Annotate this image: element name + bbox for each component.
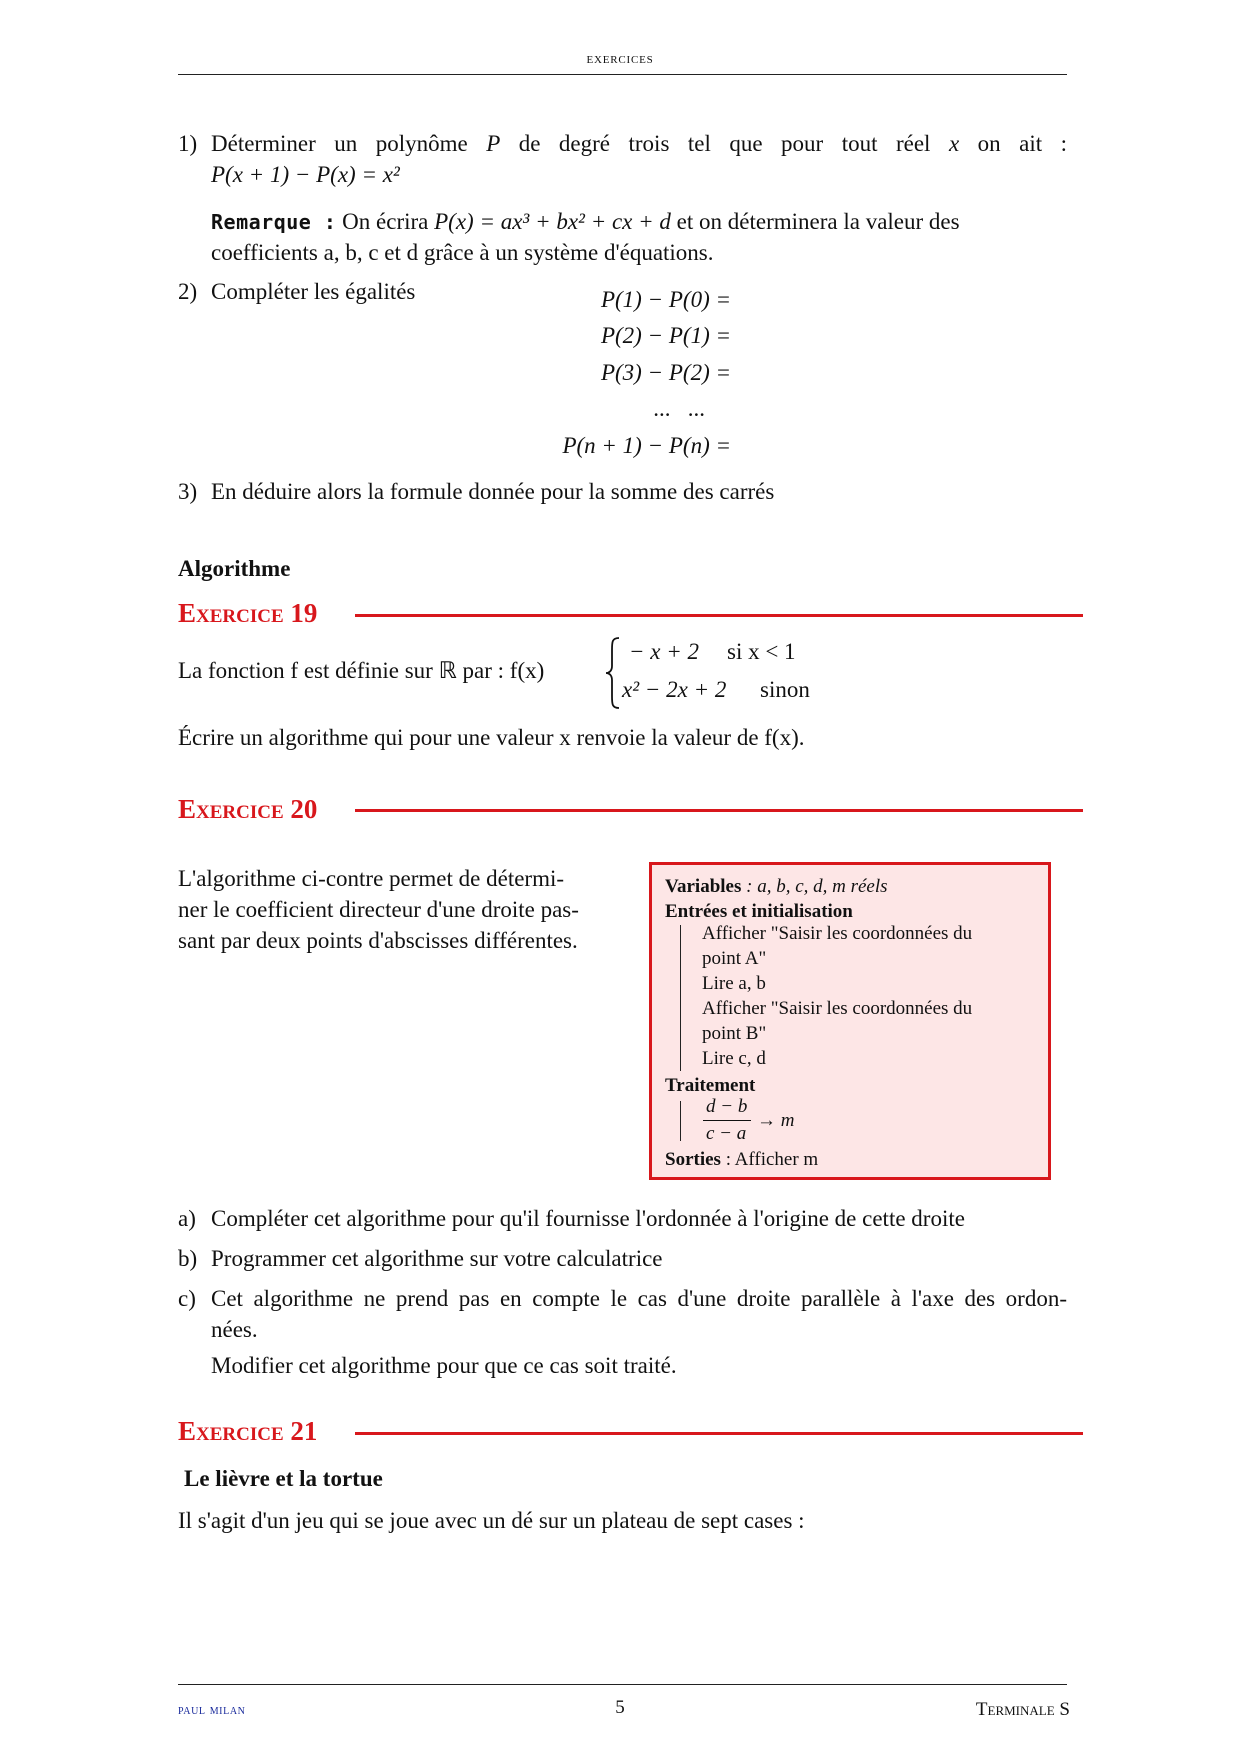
algo-input-line: Lire a, b (702, 973, 766, 994)
ex19-definition: La fonction f est définie sur ℝ par : f(x) (178, 658, 545, 683)
var-x: x (948, 131, 960, 156)
algo-input-line: Lire c, d (702, 1048, 766, 1069)
equality-row: P(3) − P(2) = (600, 360, 731, 385)
question-label: c) (178, 1286, 196, 1311)
question-text: nées. (211, 1317, 258, 1342)
ex20-intro-line: L'algorithme ci-contre permet de détermi- (178, 866, 565, 891)
exercise-19-rule (355, 614, 1083, 617)
algo-outputs (665, 1147, 818, 1172)
algo-assign: → m (757, 1110, 795, 1131)
question-text: Cet algorithme ne prend pas en compte le cas d'une droite parallèle à l'axe des ordon- (211, 1286, 1067, 1311)
question-label: a) (178, 1206, 196, 1231)
remark-formula: P(x) = ax³ + bx² + cx + d (434, 209, 671, 234)
algo-input-line: Afficher "Saisir les coordonnées du (702, 923, 973, 944)
equality-row: P(n + 1) − P(n) = (562, 433, 731, 458)
question-label: b) (178, 1246, 198, 1271)
exercise-21-rule (355, 1432, 1083, 1435)
question-text: Programmer cet algorithme sur votre calculatrice (211, 1246, 663, 1271)
algo-outputs-label: Sorties (665, 1149, 721, 1170)
algo-inputs-label-text: Entrées et initialisation (665, 901, 853, 922)
item3-text: En déduire alors la formule donnée pour la somme des carrés (211, 479, 775, 504)
remark-text-b: et on déterminera la valeur des (670, 209, 960, 234)
page-number: 5 (615, 1697, 625, 1718)
item1-text-c: on ait : (959, 131, 1068, 156)
equality-row: P(2) − P(1) = (600, 323, 731, 348)
algorithm-box (649, 862, 1051, 1180)
exercise-word: Exercice (178, 598, 284, 628)
remark-label: Remarque : (211, 210, 337, 234)
exercise-21-title (178, 1414, 317, 1448)
remark-line2: coefficients a, b, c et d grâce à un système d'équations. (211, 240, 714, 265)
ex19-question: Écrire un algorithme qui pour une valeur x renvoie la valeur de f(x). (178, 725, 805, 750)
remark-text-a: On écrira (342, 209, 435, 234)
remark (211, 206, 1071, 238)
case1-condition: si x < 1 (727, 639, 796, 664)
exercise-number: 19 (290, 598, 318, 628)
item1-text-a: Déterminer un polynôme (211, 131, 487, 156)
algo-processing-label-text: Traitement (665, 1075, 756, 1096)
section-title-algorithme: Algorithme (178, 556, 291, 581)
item-number: 1) (178, 131, 198, 156)
exercise-20-title (178, 792, 317, 826)
footer-class: Terminale S (975, 1699, 1070, 1720)
ex21-subtitle: Le lièvre et la tortue (184, 1466, 383, 1491)
algo-block-bar (680, 925, 681, 1071)
algo-variables-text: : a, b, c, d, m réels (741, 876, 888, 897)
exercise-20-rule (355, 809, 1083, 812)
equality-row: P(1) − P(0) = (600, 287, 731, 312)
exercise-word: Exercice (178, 1416, 284, 1446)
algo-input-line: point B" (702, 1023, 767, 1044)
item1-text-b: de degré trois tel que pour tout réel (500, 131, 949, 156)
left-brace-icon (604, 636, 624, 710)
running-head: exercices (586, 50, 654, 67)
algo-input-line: point A" (702, 948, 767, 969)
exercise-word: Exercice (178, 794, 284, 824)
item-number: 2) (178, 279, 198, 304)
algo-fraction-numerator: d − b (706, 1096, 748, 1117)
item1-text (211, 128, 1067, 159)
header-rule (178, 74, 1067, 75)
var-p: P (486, 131, 501, 156)
case1-expression: − x + 2 (629, 639, 699, 664)
exercise-number: 20 (290, 794, 318, 824)
case2-expression: x² − 2x + 2 (622, 677, 727, 702)
algo-block-bar (680, 1101, 681, 1141)
algo-fraction-denominator: c − a (706, 1123, 747, 1144)
equality-ellipsis: ... ... (653, 396, 705, 421)
exercise-19-title (178, 596, 317, 630)
algo-outputs-text: : Afficher m (720, 1149, 819, 1170)
exercise-number: 21 (290, 1416, 318, 1446)
question-text: Modifier cet algorithme pour que ce cas soit traité. (211, 1353, 677, 1378)
algo-input-line: Afficher "Saisir les coordonnées du (702, 998, 973, 1019)
item-number: 3) (178, 479, 198, 504)
ex21-text: Il s'agit d'un jeu qui se joue avec un dé sur un plateau de sept cases : (178, 1508, 805, 1533)
algo-variables-label: Variables (665, 876, 742, 897)
case2-condition: sinon (760, 677, 810, 702)
item2-text: Compléter les égalités (211, 279, 416, 304)
question-text: Compléter cet algorithme pour qu'il fournisse l'ordonnée à l'origine de cette droite (211, 1206, 965, 1231)
ex20-intro-line: ner le coefficient directeur d'une droite pas- (178, 897, 579, 922)
ex20-intro-line: sant par deux points d'abscisses différentes. (178, 928, 578, 953)
algo-variables (665, 874, 888, 899)
footer-author: paul milan (178, 1703, 246, 1718)
footer-rule (178, 1684, 1067, 1685)
item1-equation: P(x + 1) − P(x) = x² (211, 162, 400, 187)
